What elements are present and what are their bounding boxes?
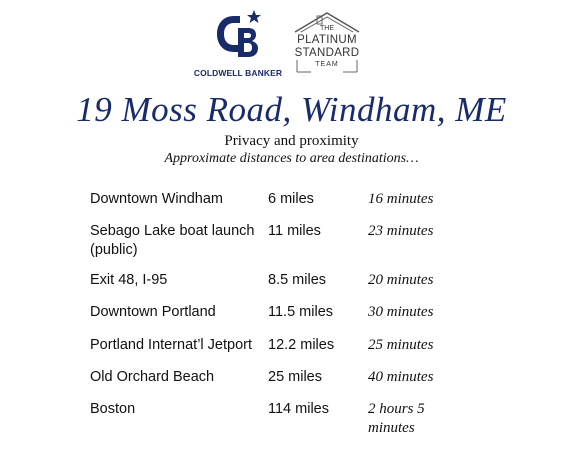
- distance-cell: 25 miles: [268, 369, 322, 385]
- time-cell: 16 minutes: [368, 191, 434, 207]
- team-line-the: THE: [320, 25, 334, 32]
- distance-cell: 12.2 miles: [268, 337, 335, 353]
- property-address-title: 19 Moss Road, Windham, ME: [76, 90, 507, 129]
- team-line-standard: STANDARD: [294, 47, 360, 59]
- subtitle: Privacy and proximity: [224, 133, 359, 149]
- distance-cell: 11 miles: [268, 223, 321, 239]
- distance-cell: 6 miles: [268, 191, 314, 207]
- coldwell-banker-wordmark: COLDWELL BANKER: [193, 68, 283, 78]
- distance-cell: 114 miles: [268, 401, 329, 417]
- destination-cell: Exit 48, I-95: [90, 272, 168, 288]
- time-cell: 40 minutes: [368, 369, 434, 385]
- cb-monogram-icon: [214, 10, 262, 62]
- distance-cell: 11.5 miles: [268, 304, 334, 320]
- time-cell: 30 minutes: [368, 304, 434, 320]
- team-line-platinum: PLATINUM: [297, 34, 357, 46]
- destination-cell: Portland Internat’l Jetport: [90, 337, 253, 353]
- time-cell: 2 hours 5 minutes: [368, 401, 425, 436]
- time-cell: 25 minutes: [368, 337, 434, 353]
- destination-cell: Boston: [90, 401, 136, 417]
- distances-note: Approximate distances to area destinations…: [164, 151, 419, 166]
- time-cell: 23 minutes: [368, 223, 434, 239]
- destination-cell: Downtown Portland: [90, 304, 216, 320]
- platinum-standard-team-logo: [289, 10, 365, 82]
- distance-cell: 8.5 miles: [268, 272, 327, 288]
- coldwell-banker-logo: [192, 10, 284, 82]
- team-line-team: TEAM: [315, 61, 339, 68]
- destination-cell: Downtown Windham: [90, 191, 223, 207]
- destination-cell: Old Orchard Beach: [90, 369, 215, 385]
- logo-bar: [0, 8, 583, 82]
- time-cell: 20 minutes: [368, 272, 434, 288]
- destination-cell: Sebago Lake boat launch (public): [90, 223, 255, 258]
- house-roof-icon: [289, 10, 365, 82]
